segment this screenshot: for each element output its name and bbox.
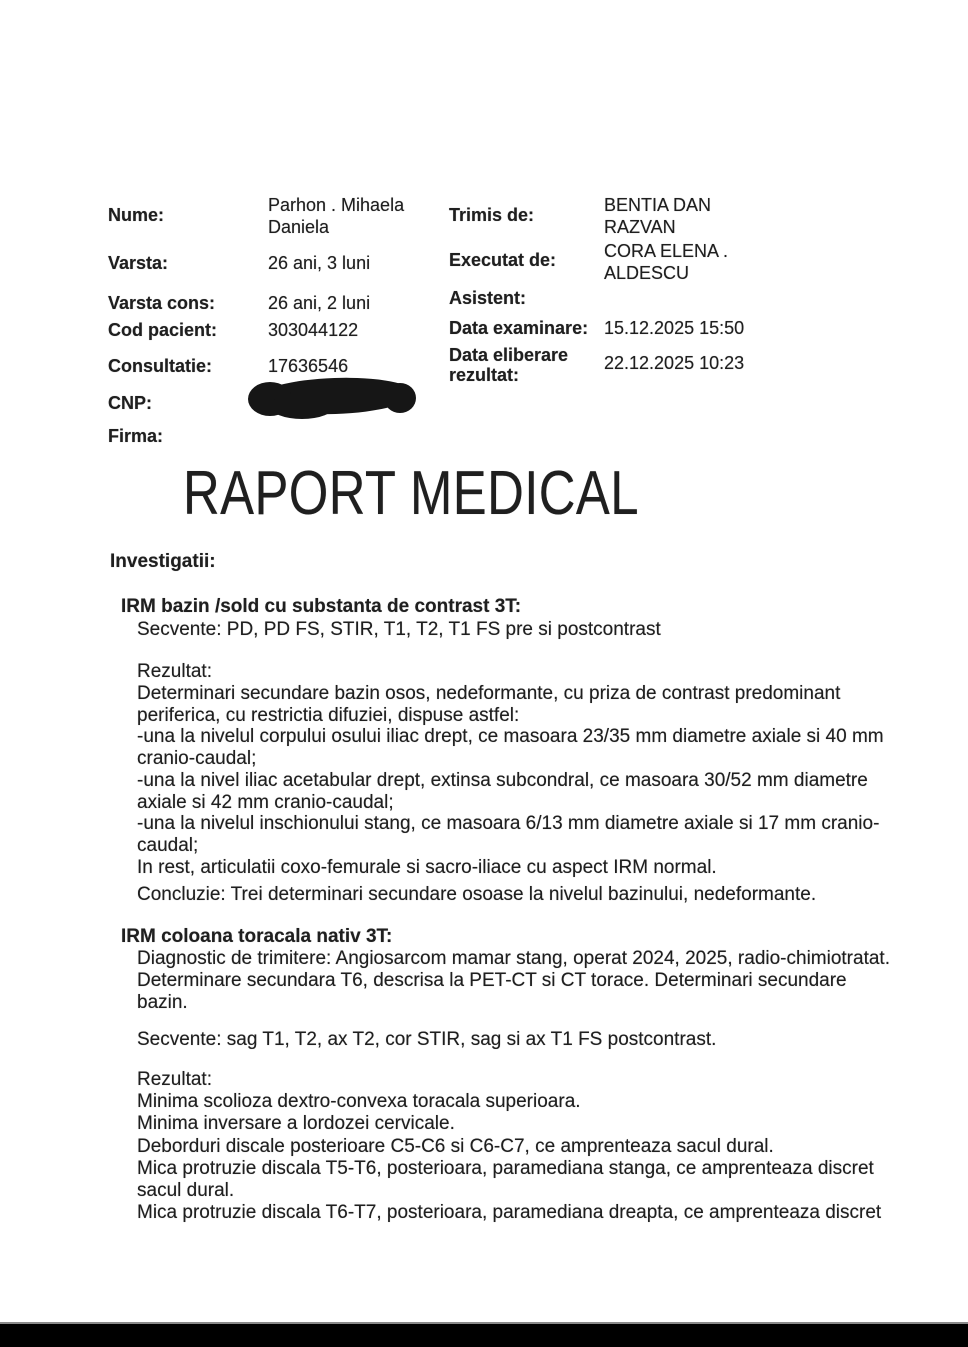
field-label-data-eliberare-line1: Data eliberare xyxy=(449,345,569,365)
report-line: Deborduri discale posterioare C5-C6 si C6-C7, ce amprenteaza sacul dural. xyxy=(137,1135,774,1157)
investigations-heading: Investigatii: xyxy=(110,551,216,572)
field-value-consultatie: 17636546 xyxy=(268,356,349,376)
field-value-executat-de-line2: ALDESCU xyxy=(604,263,690,283)
report-title: RAPORT MEDICAL xyxy=(183,459,639,528)
field-value-nume-line2: Daniela xyxy=(268,217,330,237)
section1-rezultat-paragraph xyxy=(137,683,884,878)
section1-rezultat-label: Rezultat: xyxy=(137,661,212,682)
report-line: cranio-caudal; xyxy=(137,748,257,770)
section1-secvente: Secvente: PD, PD FS, STIR, T1, T2, T1 FS pre si postcontrast xyxy=(137,619,661,640)
field-value-nume-line1: Parhon . Mihaela xyxy=(268,195,405,215)
field-value-data-eliberare: 22.12.2025 10:23 xyxy=(604,353,745,373)
report-line: sacul dural. xyxy=(137,1180,235,1202)
report-line: -una la nivel iliac acetabular drept, extinsa subcondral, ce masoara 30/52 mm diametre xyxy=(137,769,868,791)
field-label-trimis-de: Trimis de: xyxy=(449,205,535,225)
field-label-consultatie: Consultatie: xyxy=(108,356,213,376)
report-line: caudal; xyxy=(137,834,199,856)
section2-rezultat-paragraph xyxy=(137,1091,881,1225)
report-line: periferica, cu restrictia difuziei, dispuse astfel: xyxy=(137,704,520,726)
field-label-executat-de: Executat de: xyxy=(449,250,557,270)
field-label-cnp: CNP: xyxy=(108,393,152,413)
field-label-varsta-cons: Varsta cons: xyxy=(108,293,216,313)
field-value-varsta-cons: 26 ani, 2 luni xyxy=(268,293,371,313)
field-label-varsta: Varsta: xyxy=(108,253,169,273)
report-line: Mica protruzie discala T6-T7, posterioara, paramediana dreapta, ce amprenteaza discret xyxy=(137,1202,882,1224)
report-line: Minima inversare a lordozei cervicale. xyxy=(137,1113,455,1135)
report-line: Determinare secundara T6, descrisa la PET-CT si CT torace. Determinari secundare xyxy=(137,970,847,991)
field-label-data-eliberare-line2: rezultat: xyxy=(449,365,520,385)
field-label-asistent: Asistent: xyxy=(449,288,527,308)
report-line: Mica protruzie discala T5-T6, posterioara, paramediana stanga, ce amprenteaza discret xyxy=(137,1157,874,1179)
field-value-trimis-de-line1: BENTIA DAN xyxy=(604,195,712,215)
section2-diagnostic-paragraph xyxy=(137,948,890,1014)
bottom-bar xyxy=(0,1322,968,1347)
report-line: Determinari secundare bazin osos, nedeformante, cu priza de contrast predominant xyxy=(137,683,841,704)
report-line: -una la nivelul inschionului stang, ce masoara 6/13 mm diametre axiale si 17 mm cranio- xyxy=(137,813,880,835)
report-line: axiale si 42 mm cranio-caudal; xyxy=(137,791,394,813)
section2-rezultat-label: Rezultat: xyxy=(137,1069,212,1090)
field-value-varsta: 26 ani, 3 luni xyxy=(268,253,371,273)
section2-heading: IRM coloana toracala nativ 3T: xyxy=(121,926,393,947)
field-value-data-examinare: 15.12.2025 15:50 xyxy=(604,318,745,338)
field-value-executat-de-line1: CORA ELENA . xyxy=(604,241,729,261)
report-line: -una la nivelul corpului osului iliac drept, ce masoara 23/35 mm diametre axiale si 40 mm xyxy=(137,726,884,748)
field-label-firma: Firma: xyxy=(108,426,164,446)
section2-secvente: Secvente: sag T1, T2, ax T2, cor STIR, sag si ax T1 FS postcontrast. xyxy=(137,1029,717,1050)
field-label-nume: Nume: xyxy=(108,205,165,225)
report-line: bazin. xyxy=(137,992,188,1013)
redaction-mark xyxy=(240,372,430,427)
field-value-trimis-de-line2: RAZVAN xyxy=(604,217,676,237)
field-label-cod-pacient: Cod pacient: xyxy=(108,320,218,340)
report-line: Diagnostic de trimitere: Angiosarcom mamar stang, operat 2024, 2025, radio-chimiotratat. xyxy=(137,948,890,969)
report-line: In rest, articulatii coxo-femurale si sacro-iliace cu aspect IRM normal. xyxy=(137,856,717,878)
field-label-data-examinare: Data examinare: xyxy=(449,318,589,338)
section1-concluzie: Concluzie: Trei determinari secundare osoase la nivelul bazinului, nedeformante. xyxy=(137,884,817,905)
field-value-cod-pacient: 303044122 xyxy=(268,320,359,340)
section1-heading: IRM bazin /sold cu substanta de contrast 3T: xyxy=(121,596,522,617)
report-line: Minima scolioza dextro-convexa toracala superioara. xyxy=(137,1091,581,1112)
